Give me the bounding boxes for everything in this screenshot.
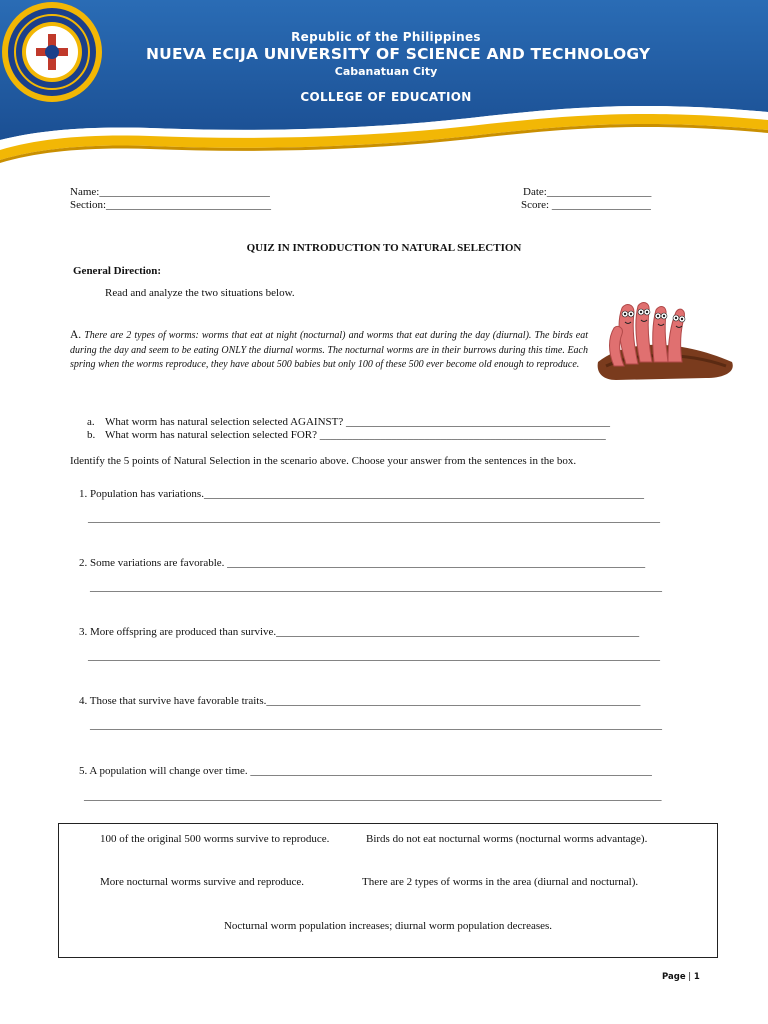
quiz-title: QUIZ IN INTRODUCTION TO NATURAL SELECTION	[246, 242, 522, 254]
page-label: Page	[662, 972, 686, 982]
choice-population-change: Nocturnal worm population increases; diurnal worm population decreases.	[223, 920, 553, 932]
choice-survive-reproduce: 100 of the original 500 worms survive to reproduce.	[100, 833, 330, 845]
point-3-answer-line[interactable]: ________________________________________________________________________________________________________	[88, 650, 660, 662]
date-field[interactable]: Date:___________________	[523, 186, 652, 198]
question-b-label: b.	[87, 429, 96, 441]
university-seal-icon	[0, 0, 104, 104]
header-city: Cabanatuan City	[334, 65, 438, 78]
point-2[interactable]: 2. Some variations are favorable. ____________________________________________________________________________	[79, 557, 646, 569]
point-5[interactable]: 5. A population will change over time. _________________________________________________________________________	[79, 765, 652, 777]
question-a-label: a.	[87, 416, 95, 428]
choice-two-types: There are 2 types of worms in the area (diurnal and nocturnal).	[362, 876, 639, 888]
name-field[interactable]: Name:_______________________________	[70, 186, 270, 198]
score-field[interactable]: Score: __________________	[521, 199, 651, 211]
situation-paragraph	[70, 328, 588, 373]
situation-text: There are 2 types of worms: worms that eat at night (nocturnal) and worms that eat during the day (diurnal). The birds eat during the day and seem to be eating ONLY the diurnal worms. The nocturnal worms are in their burrows during this time. Each spring when the worms reproduce, they have about 500 babies but only 100 of these 500 ever become old enough to reproduce.	[70, 330, 588, 370]
point-3[interactable]: 3. More offspring are produced than survive.__________________________________________________________________	[79, 626, 640, 638]
point-4[interactable]: 4. Those that survive have favorable traits.____________________________________________________________________	[79, 695, 641, 707]
choice-birds-nocturnal: Birds do not eat nocturnal worms (nocturnal worms advantage).	[366, 833, 648, 845]
header-college: COLLEGE OF EDUCATION	[300, 90, 472, 104]
point-5-answer-line[interactable]: _________________________________________________________________________________________________________	[84, 790, 662, 802]
direction-text: Read and analyze the two situations below.	[105, 287, 295, 299]
point-4-answer-line[interactable]: ________________________________________________________________________________________________________	[90, 719, 662, 731]
identify-instruction: Identify the 5 points of Natural Selection in the scenario above. Choose your answer from the sentences in the box.	[70, 455, 577, 467]
header-republic: Republic of the Philippines	[291, 30, 481, 44]
choice-more-nocturnal: More nocturnal worms survive and reproduce.	[100, 876, 305, 888]
general-direction-heading: General Direction:	[73, 265, 162, 277]
point-1-answer-line[interactable]: ________________________________________________________________________________________________________	[88, 512, 660, 524]
page-number: 1	[693, 972, 700, 982]
point-1[interactable]: 1. Population has variations.________________________________________________________________________________	[79, 488, 644, 500]
question-b[interactable]: What worm has natural selection selected FOR? ____________________________________________________	[105, 429, 606, 441]
situation-label: A.	[70, 329, 82, 341]
page-separator: |	[688, 972, 692, 982]
university-header-banner	[0, 0, 768, 165]
page-footer	[662, 972, 700, 982]
header-university-name: NUEVA ECIJA UNIVERSITY OF SCIENCE AND TECHNOLOGY	[146, 45, 651, 63]
cartoon-worms-icon	[596, 300, 736, 384]
section-field[interactable]: Section:______________________________	[70, 199, 272, 211]
question-a[interactable]: What worm has natural selection selected AGAINST? ________________________________________________	[105, 416, 611, 428]
point-2-answer-line[interactable]: ________________________________________________________________________________________________________	[90, 581, 662, 593]
